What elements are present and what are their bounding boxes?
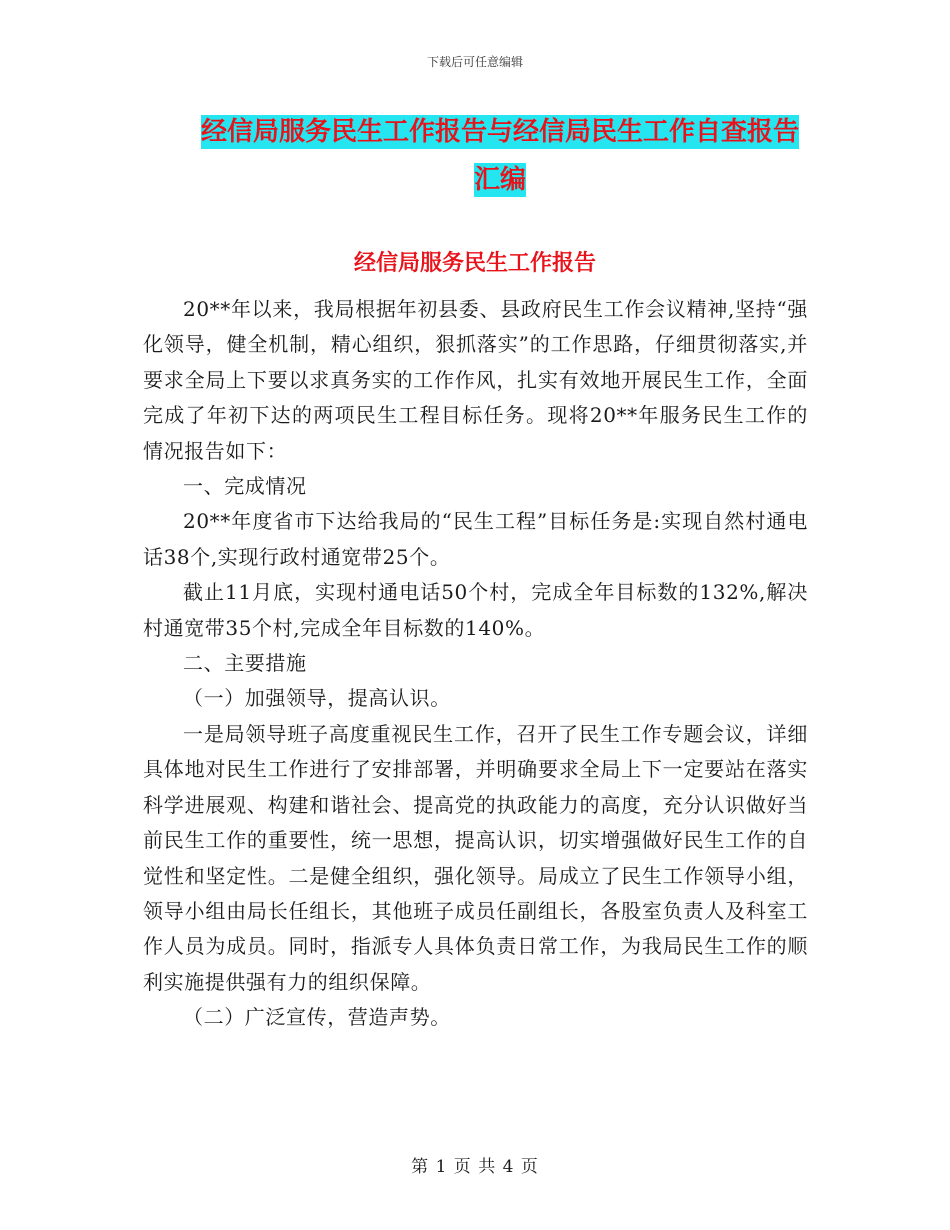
paragraph: 二、主要措施 xyxy=(183,651,307,676)
header-note: 下载后可任意编辑 xyxy=(426,55,523,69)
body-text xyxy=(143,292,808,1036)
paragraph: 20**年以来，我局根据年初县委、县政府民生工作会议精神,坚持“强化领导，健全机制，精心组织，狠抓落实”的工作思路，仔细贯彻落实,并要求全局上下要以求真务实的工作作风，扎实有效地开展民生工作，全面完成了年初下达的两项民生工程目标任务。现将20**年服务民生工作的情况报告如下： xyxy=(143,297,808,463)
document-title xyxy=(150,108,850,204)
paragraph: （一）加强领导，提高认识。 xyxy=(183,686,451,711)
paragraph: 20**年度省市下达给我局的“民生工程”目标任务是:实现自然村通电话38个,实现行政村通宽带25个。 xyxy=(143,509,808,569)
title-line-2: 汇编 xyxy=(473,165,526,195)
paragraph: （二）广泛宣传，营造声势。 xyxy=(183,1005,451,1030)
paragraph: 一是局领导班子高度重视民生工作，召开了民生工作专题会议，详细具体地对民生工作进行了安排部署，并明确要求全局上下一定要站在落实科学进展观、构建和谐社会、提高党的执政能力的高度，充分认识做好当前民生工作的重要性，统一思想，提高认识，切实增强做好民生工作的自觉性和坚定性。二是健全组织，强化领导。局成立了民生工作领导小组，领导小组由局长任组长，其他班子成员任副组长，各股室负责人及科室工作人员为成员。同时，指派专人具体负责日常工作，为我局民生工作的顺利实施提供强有力的组织保障。 xyxy=(143,721,808,994)
page-footer: 第 1 页 共 4 页 xyxy=(411,1157,539,1177)
section-title: 经信局服务民生工作报告 xyxy=(353,251,596,276)
title-line-1: 经信局服务民生工作报告与经信局民生工作自查报告 xyxy=(200,117,799,147)
paragraph: 截止11月底，实现村通电话50个村，完成全年目标数的132%,解决村通宽带35个村,完成全年目标数的140%。 xyxy=(143,580,808,640)
paragraph: 一、完成情况 xyxy=(183,474,307,499)
